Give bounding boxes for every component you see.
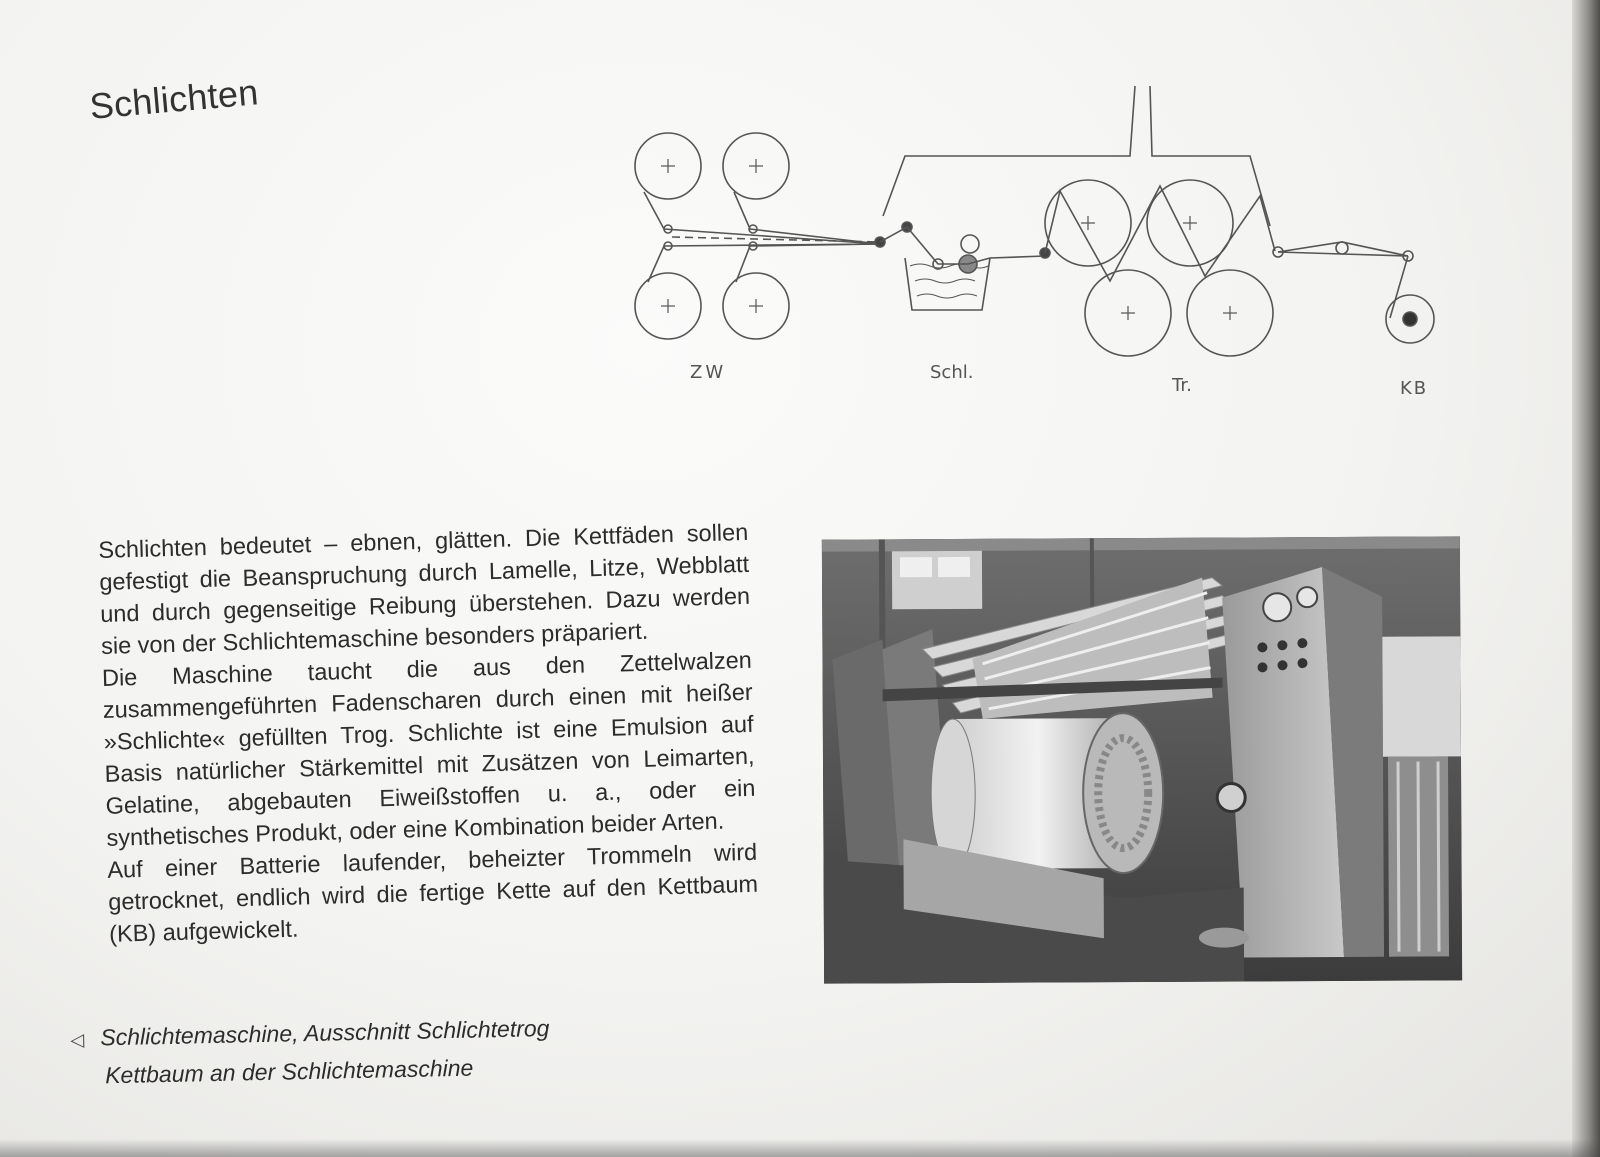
drying-cylinders — [1045, 180, 1275, 356]
caption-line-2: Kettbaum an der Schlichtemaschine — [104, 1054, 474, 1089]
warp-beam-kb — [1273, 242, 1434, 343]
paragraph-2: Die Maschine taucht die aus den Zettelwalzen zusammengeführten Fadenscharen durch einen mit heißer »Schlichte« gefüllten Trog. Schlichte ist eine Emulsion auf Basis natürlicher Stärkemittel mit Zusätzen von Leimarten, Gelatine, abgebauten Eiweißstoffen u. a., oder ein synthetisches Produkt, oder eine Kombination beider Arten. — [101, 646, 756, 851]
page-bottom-shadow — [0, 1139, 1600, 1157]
diagram-label-tr: Tr. — [1172, 375, 1192, 396]
caption-line-1: Schlichtemaschine, Ausschnitt Schlichtetrog — [100, 1014, 550, 1051]
sizing-process-diagram — [620, 86, 1480, 416]
left-triangle-icon: ◁ — [70, 1029, 85, 1050]
warp-beams — [635, 133, 880, 339]
photo-captions — [70, 1010, 551, 1094]
body-text — [98, 516, 759, 950]
paragraph-1: Schlichten bedeutet – ebnen, glätten. Die Kettfäden sollen gefestigt die Beanspruchung durch Lamelle, Litze, Webblatt und durch gegenseitige Reibung überstehen. Dazu werden sie von der Schlichtemaschine besonders präpariert. — [98, 518, 751, 659]
page-title: Schlichten — [88, 71, 261, 127]
book-spine-edge — [1572, 0, 1600, 1157]
sizing-trough — [875, 222, 1050, 310]
machine-photo — [822, 536, 1462, 983]
dryer-hood — [883, 86, 1270, 226]
paragraph-3: Auf einer Batterie laufender, beheizter Trommeln wird getrocknet, endlich wird die fertige Kette auf den Kettbaum (KB) aufgewickelt. — [107, 838, 759, 947]
diagram-label-kb: KB — [1400, 378, 1429, 399]
diagram-label-schl: Schl. — [930, 362, 974, 383]
diagram-label-zw: ZW — [690, 362, 727, 383]
